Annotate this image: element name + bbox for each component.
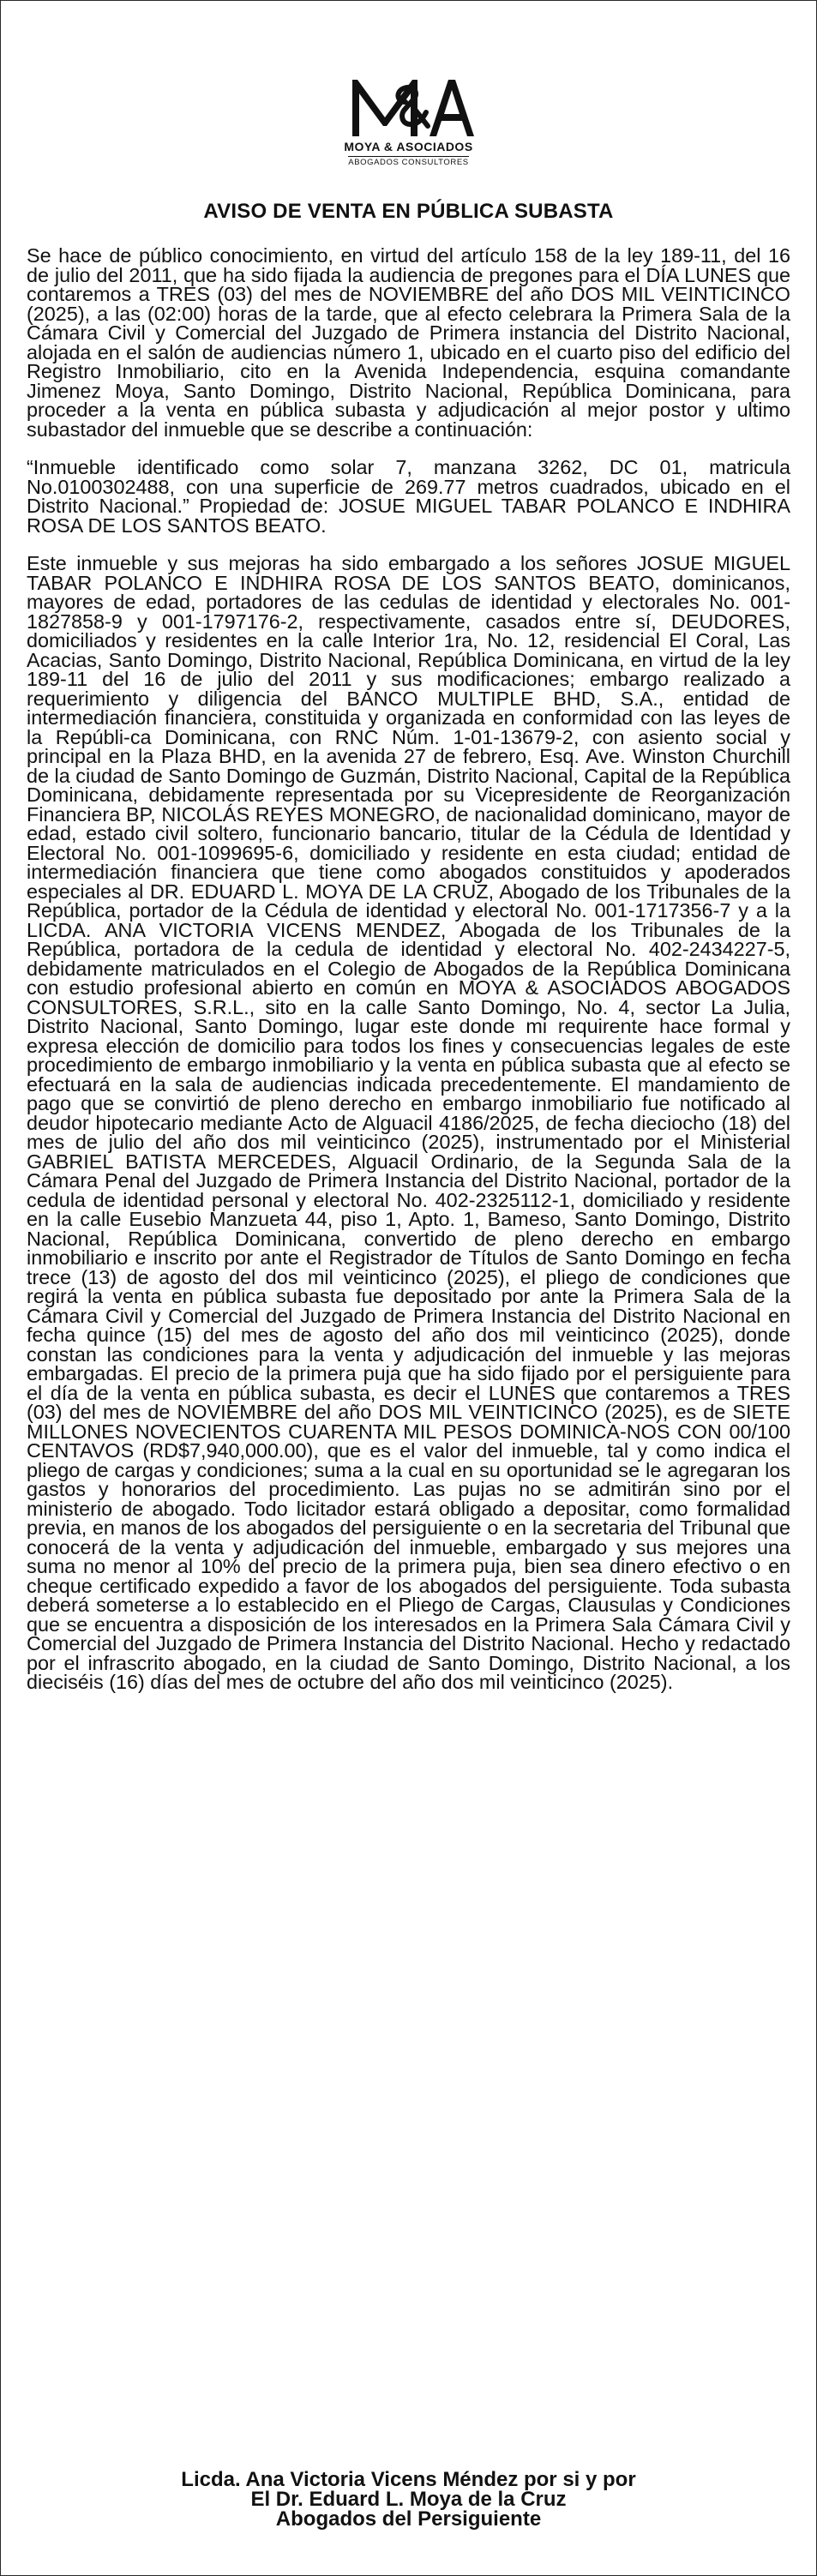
signature-block (27, 2470, 790, 2529)
signature-line-3: Abogados del Persiguiente (275, 2507, 542, 2531)
notice-body (27, 246, 790, 1711)
signature-line-2: El Dr. Eduard L. Moya de la Cruz (250, 2488, 567, 2511)
paragraph-property: “Inmueble identificado como solar 7, manzana 3262, DC 01, matricula No.0100302488, con una superficie de 269.77 metros cuadrados, ubicado en el Distrito Nacional.” Propiedad de: JOSUE MIGUEL TABAR POLANCO E INDHIRA ROSA DE LOS SANTOS BEATO. (27, 456, 790, 537)
signature-line-1: Licda. Ana Victoria Vicens Méndez por si y por (181, 2468, 636, 2491)
paragraph-details: Este inmueble y sus mejoras ha sido embargado a los señores JOSUE MIGUEL TABAR POLANCO E INDHIRA ROSA DE LOS SANTOS BEATO, dominicanos, mayores de edad, portadores de las cedulas de identidad y electorales No. 001-1827858-9 y 001-1797176-2, respectivamente, casados entre sí, DEUDORES, domiciliados y residentes en la calle Interior 1ra, No. 12, residencial El Coral, Las Acacias, Santo Domingo, Distrito Nacional, República Dominicana, en virtud de la ley 189-11 del 16 de julio del 2011 y sus modificaciones; embargo realizado a requerimiento y diligencia del BANCO MULTIPLE BHD, S.A., entidad de intermediación financiera, constituida y organizada en conformidad con las leyes de la Repúbli-ca Dominicana, con RNC Núm. 1-01-13679-2, con asiento social y principal en la Plaza BHD, en la avenida 27 de febrero, Esq. Ave. Winston Churchill de la ciudad de Santo Domingo de Guzmán, Distrito Nacional, Capital de la República Dominicana, debidamente representada por su Vicepresidente de Reorganización Financiera BP, NICOLÁS REYES MONEGRO, de nacionalidad dominicano, mayor de edad, estado civil soltero, funcionario bancario, titular de la Cédula de Identidad y Electoral No. 001-1099695-6, domiciliado y residente en esta ciudad; entidad de intermediación financiera que tiene como abogados constituidos y apoderados especiales al DR. EDUARD L. MOYA DE LA CRUZ, Abogado de los Tribunales de la República, portador de la Cédula de identidad y electoral No. 001-1717356-7 y a la LICDA. ANA VICTORIA VICENS MENDEZ, Abogada de los Tribunales de la República, portadora de la cedula de identidad y electoral No. 402-2434227-5, debidamente matriculados en el Colegio de Abogados de la República Dominicana con estudio profesional abierto en común en MOYA & ASOCIADOS ABOGADOS CONSULTORES, S.R.L., sito en la calle Santo Domingo, No. 4, sector La Julia, Distrito Nacional, Santo Domingo, lugar este donde mi requirente hace formal y expresa elección de domicilio para todos los fines y consecuencias legales de este procedimiento de embargo inmobiliario y la venta en pública subasta que al efecto se efectuará en la sala de audiencias indicada precedentemente. El mandamiento de pago que se convirtió de pleno derecho en embargo inmobiliario fue notificado al deudor hipotecario mediante Acto de Alguacil 4186/2025, de fecha dieciocho (18) del mes de julio del año dos mil veinticinco (2025), instrumentado por el Ministerial GABRIEL BATISTA MERCEDES, Alguacil Ordinario, de la Segunda Sala de la Cámara Penal del Juzgado de Primera Instancia del Distrito Nacional, portador de la cedula de identidad personal y electoral No. 402-2325112-1, domiciliado y residente en la calle Eusebio Manzueta 44, piso 1, Apto. 1, Bameso, Santo Domingo, Distrito Nacional, República Dominicana, convertido de pleno derecho en embargo inmobiliario e inscrito por ante el Registrador de Títulos de Santo Domingo en fecha trece (13) de agosto del dos mil veinticinco (2025), el pliego de condiciones que regirá la venta en pública subasta fue depositado por ante la Primera Sala de la Cámara Civil y Comercial del Juzgado de Primera Instancia del Distrito Nacional en fecha quince (15) del mes de agosto del año dos mil veinticinco (2025), donde constan las condiciones para la venta y adjudicación del inmueble y las mejoras embargadas. El precio de la primera puja que ha sido fijado por el persiguiente para el día de la venta en pública subasta, es decir el LUNES que contaremos a TRES (03) del mes de NOVIEMBRE del año DOS MIL VEINTICINCO (2025), es de SIETE MILLONES NOVECIENTOS CUARENTA MIL PESOS DOMINICA-NOS CON 00/100 CENTAVOS (RD$7,940,000.00), que es el valor del inmueble, tal y como indica el pliego de cargas y condiciones; suma a la cual en su oportunidad se le agregaran los gastos y honorarios del procedimiento. Las pujas no se admitirán sino por el ministerio de abogado. Todo licitador estará obligado a depositar, como formalidad previa, en manos de los abogados del persiguiente o en la secretaria del Tribunal que conocerá de la venta y adjudicación del inmueble, embargado y sus mejores una suma no menor al 10% del precio de la primera puja, bien sea dinero efectivo o en cheque certificado expedido a favor de los abogados del persiguiente. Toda subasta deberá someterse a lo establecido en el Pliego de Cargas, Clausulas y Condiciones que se encuentra a disposición de los interesados en la Primera Sala Cámara Civil y Comercial del Juzgado de Primera Instancia del Distrito Nacional. Hecho y redactado por el infrascrito abogado, en la ciudad de Santo Domingo, Distrito Nacional, a los dieciséis (16) días del mes de octubre del año dos mil veinticinco (2025). (27, 552, 790, 1693)
firm-logo (1, 68, 816, 169)
paragraph-intro: Se hace de público conocimiento, en virtud del artículo 158 de la ley 189-11, del 16 de julio del 2011, que ha sido fijada la audiencia de pregones para el DÍA LUNES que contaremos a TRES (03) del mes de NOVIEMBRE del año DOS MIL VEINTICINCO (2025), a las (02:00) horas de la tarde, que al efecto celebrara la Primera Sala de la Cámara Civil y Comercial del Juzgado de Primera instancia del Distrito Nacional, alojada en el salón de audiencias número 1, ubicado en el cuarto piso del edificio del Registro Inmobiliario, cito en la Avenida Independencia, esquina comandante Jimenez Moya, Santo Domingo, Distrito Nacional, República Dominicana, para proceder a la venta en pública subasta y adjudicación al mejor postor y ultimo subastador del inmueble que se describe a continuación: (27, 244, 790, 441)
firm-logo-mark-icon (340, 68, 478, 138)
firm-name: MOYA & ASOCIADOS (344, 140, 473, 153)
firm-subtitle: ABOGADOS CONSULTORES (348, 158, 469, 167)
notice-title: AVISO DE VENTA EN PÚBLICA SUBASTA (203, 200, 614, 223)
